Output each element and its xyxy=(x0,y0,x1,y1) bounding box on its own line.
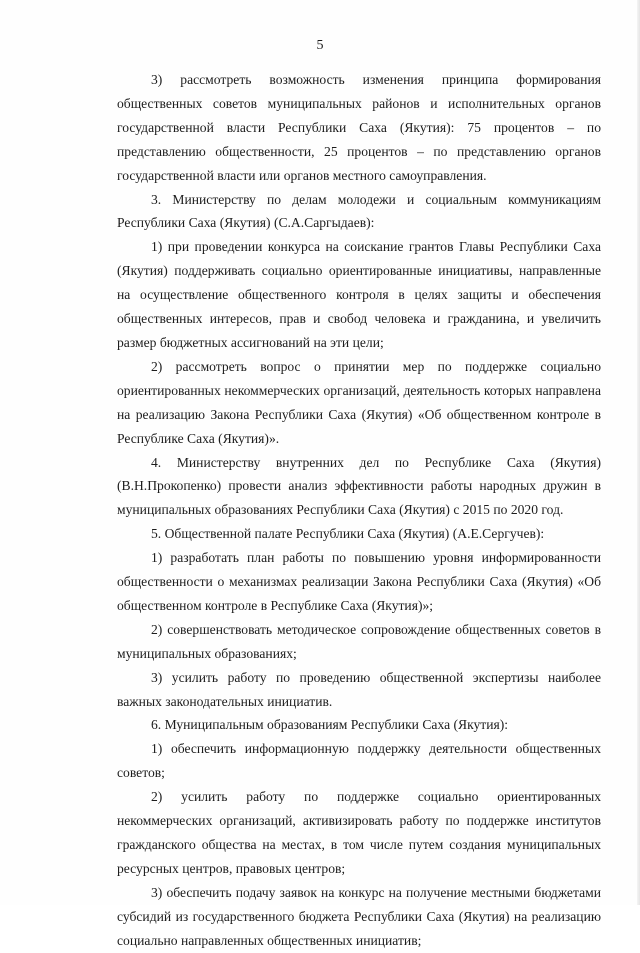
paragraph-section-3: 3. Министерству по делам молодежи и социальным коммуникациям Республики Саха (Якутия) (С.А.Саргыдаев): xyxy=(117,191,601,231)
paragraph-item-5-3: 3) усилить работу по проведению общественной экспертизы наиболее важных законодательных инициатив. xyxy=(117,669,601,709)
paragraph-item-6-1: 1) обеспечить информационную поддержку деятельности общественных советов; xyxy=(117,741,601,781)
paragraph-section-5: 5. Общественной палате Республики Саха (Якутия) (А.Е.Сергучев): xyxy=(151,526,545,542)
paragraph-item-3-1: 1) при проведении конкурса на соискание грантов Главы Республики Саха (Якутия) поддерживать социально ориентированные инициативы, направленные на осуществление общественного контроля в целях защиты и обеспечения общественных интересов, прав и свобод человека и гражданина, и увеличить размер бюджетных ассигнований на эти цели; xyxy=(117,239,601,350)
paragraph-item-3-2: 2) рассмотреть вопрос о принятии мер по поддержке социально ориентированных некоммерческих организаций, деятельность которых направлена на реализацию Закона Республики Саха (Якутия) «Об общественном контроле в Республике Саха (Якутия)». xyxy=(117,358,601,446)
document-body xyxy=(117,68,601,953)
paragraph-item-6-2: 2) усилить работу по поддержке социально ориентированных некоммерческих организаций, активизировать работу по поддержке институтов гражданского общества на местах, в том числе путем создания муниципальных ресурсных центров, правовых центров; xyxy=(117,789,601,876)
paragraph-item-6-3: 3) обеспечить подачу заявок на конкурс на получение местными бюджетами субсидий из государственного бюджета Республики Саха (Якутия) на реализацию социально направленных общественных инициатив; xyxy=(117,884,601,948)
paragraph-item-3-3: 3) рассмотреть возможность изменения принципа формирования общественных советов муниципальных районов и исполнительных органов государственной власти Республики Саха (Якутия): 75 процентов – по представлению общественности, 25 процентов – по представлению органов государственной власти или органов местного самоуправления. xyxy=(117,72,601,183)
paragraph-item-5-1: 1) разработать план работы по повышению уровня информированности общественности о механизмах реализации Закона Республики Саха (Якутия) «Об общественном контроле в Республике Саха (Якутия)»; xyxy=(117,550,601,613)
paragraph-section-6: 6. Муниципальным образованиям Республики Саха (Якутия): xyxy=(151,717,509,733)
paragraph-item-5-2: 2) совершенствовать методическое сопровождение общественных советов в муниципальных образованиях; xyxy=(117,621,601,661)
paragraph-section-4: 4. Министерству внутренних дел по Республике Саха (Якутия) (В.Н.Прокопенко) провести анализ эффективности работы народных дружин в муниципальных образованиях Республики Саха (Якутия) с 2015 по 2020 год. xyxy=(117,454,601,518)
page-number: 5 xyxy=(316,38,324,53)
